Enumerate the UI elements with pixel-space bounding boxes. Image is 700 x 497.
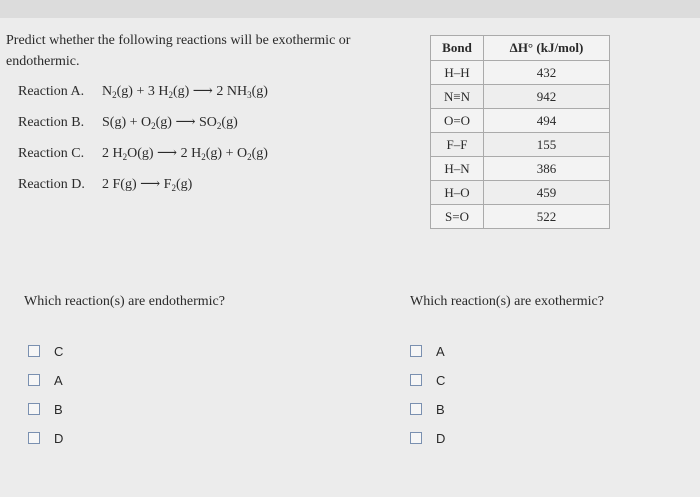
bond-cell: H–H [431, 61, 484, 85]
table-row [431, 205, 610, 229]
table-row [431, 85, 610, 109]
reaction-d: Reaction D. 2 F(g) ⟶ $F_2(g)$ [18, 177, 193, 193]
checkbox[interactable] [28, 374, 40, 386]
column-header-enthalpy: ΔH° (kJ/mol) [484, 36, 610, 61]
bond-cell: H–N [431, 157, 484, 181]
bond-enthalpy-table [430, 35, 610, 229]
enthalpy-cell: 494 [484, 109, 610, 133]
enthalpy-cell: 432 [484, 61, 610, 85]
table-row [431, 109, 610, 133]
reaction-label: Reaction C. [18, 146, 85, 161]
enthalpy-cell: 155 [484, 133, 610, 157]
bond-cell: H–O [431, 181, 484, 205]
enthalpy-cell: 942 [484, 85, 610, 109]
endothermic-question: Which reaction(s) are endothermic? [24, 294, 225, 309]
exothermic-question: Which reaction(s) are exothermic? [410, 294, 604, 309]
checkbox[interactable] [410, 403, 422, 415]
checkbox[interactable] [28, 403, 40, 415]
enthalpy-cell: 459 [484, 181, 610, 205]
reaction-label: Reaction A. [18, 84, 85, 99]
bond-cell: N≡N [431, 85, 484, 109]
table-header-row [431, 36, 610, 61]
checkbox[interactable] [410, 374, 422, 386]
table-row [431, 61, 610, 85]
column-header-bond: Bond [431, 36, 484, 61]
bond-cell: S=O [431, 205, 484, 229]
checkbox[interactable] [410, 432, 422, 444]
bond-cell: F–F [431, 133, 484, 157]
table-row [431, 181, 610, 205]
enthalpy-cell: 386 [484, 157, 610, 181]
table-row [431, 157, 610, 181]
reaction-a: Reaction A. $N_2(g) + 3$ $H_2(g)$ ⟶ 2 $NH_3(g)$ [18, 84, 268, 100]
table-row [431, 133, 610, 157]
checkbox[interactable] [410, 345, 422, 357]
reaction-c: Reaction C. 2 $H_2O(g)$ ⟶ 2 $H_2(g) + O_2(g)$ [18, 146, 268, 162]
top-bar [0, 0, 700, 18]
reaction-label: Reaction B. [18, 115, 85, 130]
checkbox[interactable] [28, 432, 40, 444]
enthalpy-cell: 522 [484, 205, 610, 229]
checkbox[interactable] [28, 345, 40, 357]
intro-text: Predict whether the following reactions will be exothermic or endothermic. [6, 33, 351, 69]
reaction-b: Reaction B. $S(g) + O_2(g)$ ⟶ $SO_2(g)$ [18, 115, 238, 131]
bond-cell: O=O [431, 109, 484, 133]
reaction-label: Reaction D. [18, 177, 85, 192]
